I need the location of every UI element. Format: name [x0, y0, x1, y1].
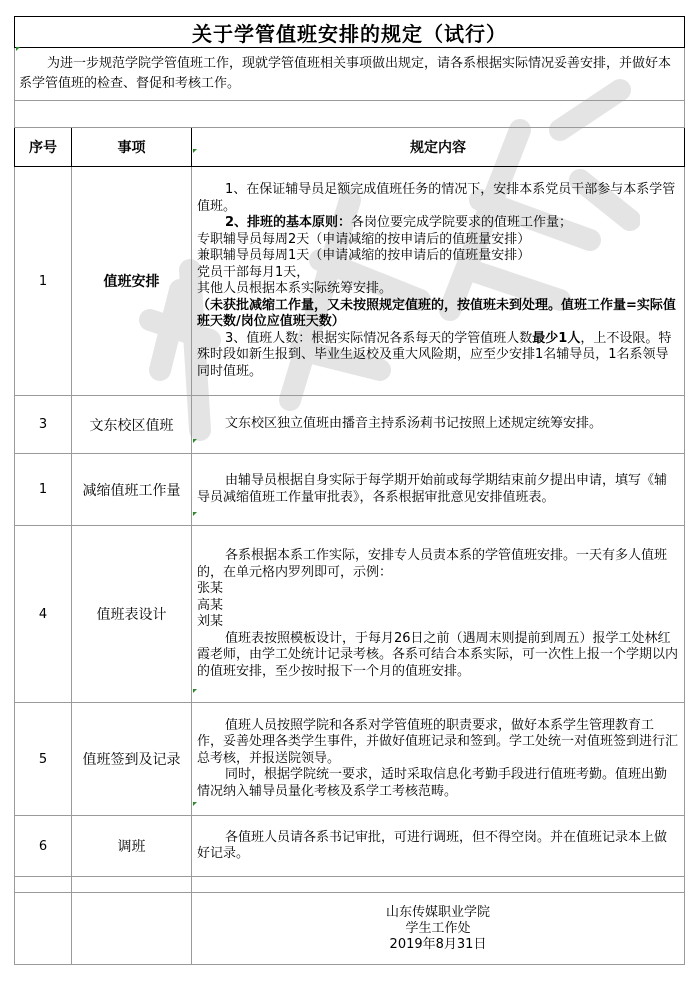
table-row — [15, 454, 685, 526]
row-content — [192, 703, 685, 816]
row-content — [192, 454, 685, 526]
footer-row — [15, 893, 685, 965]
row-content — [192, 816, 685, 877]
content-line: 值班人员按照学院和各系对学管值班的职责要求，做好本系学生管理教育工作，妥善处理各类学生事件，并做好值班记录和签到。学工处统一对值班签到进行汇总考核，并报送院领导。 — [197, 717, 679, 766]
row-num: 4 — [15, 526, 72, 703]
content-text: ，上不设限。特殊时段如新生报到、毕业生返校及重大风险期，应至少安排1名辅导员，1名系领导同时值班。 — [197, 330, 672, 379]
row-num: 1 — [15, 454, 72, 526]
table-row — [15, 167, 685, 396]
document-title: 关于学管值班安排的规定（试行） — [15, 17, 685, 48]
row-content — [192, 396, 685, 454]
row-num: 6 — [15, 816, 72, 877]
content-line: 兼职辅导员每周1天（申请减缩的按申请后的值班量安排） — [197, 248, 531, 263]
cell-marker — [193, 689, 197, 693]
table-row — [15, 703, 685, 816]
content-text: 各岗位要完成学院要求的值班工作量； — [351, 215, 573, 230]
table-row — [15, 396, 685, 454]
table-row — [15, 526, 685, 703]
content-line: 1、在保证辅导员足额完成值班任务的情况下，安排本系党员干部参与本系学管值班。 — [197, 182, 676, 214]
row-item: 减缩值班工作量 — [72, 454, 192, 526]
footer-signature — [192, 893, 685, 965]
row-num: 3 — [15, 396, 72, 454]
content-line: 值班表按照模板设计，于每月26日之前（遇周末则提前到周五）报学工处林红霞老师，由学工处统计记录考核。各系可结合本系实际，可一次性上报一个学期以内的值班安排，至少按时报下一个月的值班安排。 — [197, 630, 679, 679]
row-item: 值班表设计 — [72, 526, 192, 703]
content-line: 文东校区独立值班由播音主持系汤莉书记按照上述规定统筹安排。 — [225, 416, 603, 432]
row-num: 1 — [15, 167, 72, 396]
cell-marker — [193, 512, 197, 516]
row-item: 调班 — [72, 816, 192, 877]
content-bold: 最少1人 — [532, 330, 581, 346]
content-line: 由辅导员根据自身实际于每学期开始前或每学期结束前夕提出申请，填写《辅导员减缩值班工作量审批表》，各系根据审批意见安排值班表。 — [197, 473, 668, 505]
table-row — [15, 816, 685, 877]
row-content — [192, 167, 685, 396]
row-item: 值班安排 — [72, 167, 192, 396]
spacer-row — [15, 101, 685, 128]
content-line: 党员干部每月1天， — [197, 264, 310, 280]
spacer-row — [15, 877, 685, 893]
header-content: 规定内容 — [192, 128, 685, 167]
row-content — [192, 526, 685, 703]
content-line: （未获批减缩工作量，又未按照规定值班的，按值班未到处理。值班工作量=实际值班天数/岗位应值班天数） — [197, 297, 676, 329]
footer-dept: 学生工作处 — [405, 920, 471, 936]
content-line: 同时，根据学院统一要求，适时采取信息化考勤手段进行值班考勤。值班出勤情况纳入辅导员量化考核及系学工考核范畴。 — [197, 767, 668, 799]
row-item: 文东校区值班 — [72, 396, 192, 454]
cell-marker — [16, 47, 20, 51]
cell-marker — [193, 149, 197, 153]
content-line — [197, 215, 679, 232]
footer-date: 2019年8月31日 — [389, 936, 487, 952]
content-line — [197, 331, 679, 381]
content-line: 高某 — [197, 597, 224, 613]
intro-paragraph — [15, 48, 685, 101]
row-num: 5 — [15, 703, 72, 816]
regulation-table — [14, 16, 685, 965]
content-line: 刘某 — [197, 614, 224, 629]
content-bold: 2、排班的基本原则： — [225, 215, 352, 230]
content-line: 各值班人员请各系书记审批，可进行调班，但不得空岗。并在值班记录本上做好记录。 — [197, 829, 668, 861]
intro-text: 为进一步规范学院学管值班工作，现就学管值班相关事项做出规定，请各系根据实际情况妥善安排，并做好本系学管值班的检查、督促和考核工作。 — [19, 56, 672, 91]
row-item: 值班签到及记录 — [72, 703, 192, 816]
footer-org: 山东传媒职业学院 — [386, 904, 491, 920]
content-line: 各系根据本系工作实际，安排专人员责本系的学管值班安排。一天有多人值班的，在单元格内罗列即可，示例： — [197, 548, 668, 580]
header-num: 序号 — [15, 128, 72, 167]
content-line: 专职辅导员每周2天（申请减缩的按申请后的值班量安排） — [197, 231, 531, 247]
content-text: 3、值班人数：根据实际情况各系每天的学管值班人数 — [225, 330, 533, 346]
content-line: 张某 — [197, 581, 224, 596]
header-item: 事项 — [72, 128, 192, 167]
cell-marker — [193, 802, 197, 806]
content-line: 其他人员根据本系实际统筹安排。 — [197, 281, 393, 296]
regulation-sheet — [14, 16, 684, 965]
cell-marker — [193, 439, 197, 443]
table-header-row — [15, 128, 685, 167]
